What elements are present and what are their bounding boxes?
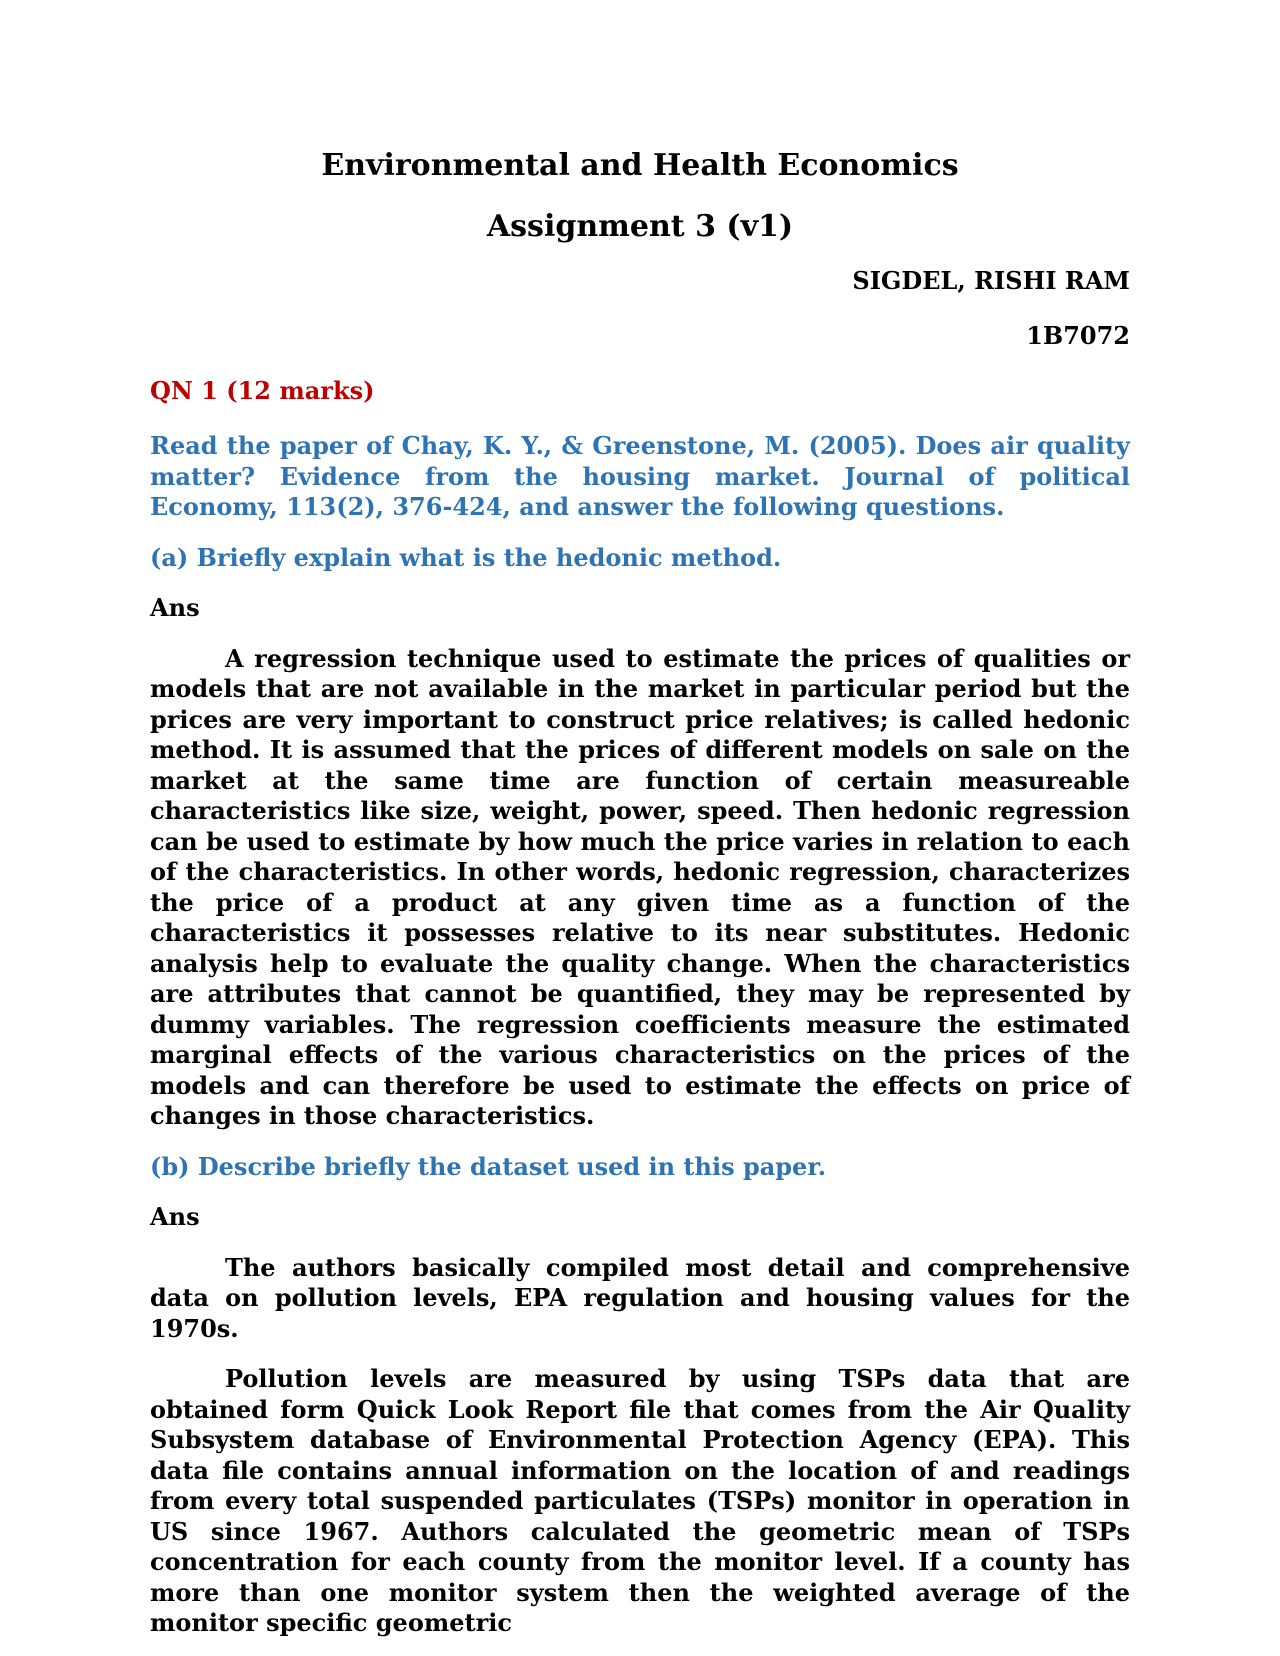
answer-part-b-paragraph-1: The authors basically compiled most detail and comprehensive data on pollution levels, EPA regulation and housing values for the 1970s.	[150, 1252, 1130, 1343]
question-heading: QN 1 (12 marks)	[150, 375, 375, 405]
question-part-a: (a) Briefly explain what is the hedonic method.	[150, 542, 782, 572]
answer-label-a: Ans	[150, 593, 200, 623]
document-title: Environmental and Health Economics	[321, 148, 959, 183]
student-id: 1B7072	[1026, 320, 1130, 350]
answer-part-a: A regression technique used to estimate the prices of qualities or models that are not available in the market in particular period but the prices are very important to construct price relatives; is called hedonic method. It is assumed that the prices of different models on sale on the market at the same time are function of certain measureable characteristics like size, weight, power, speed. Then hedonic regression can be used to estimate by how much the price varies in relation to each of the characteristics. In other words, hedonic regression, characterizes the price of a product at any given time as a function of the characteristics it possesses relative to its near substitutes. Hedonic analysis help to evaluate the quality change. When the characteristics are attributes that cannot be quantified, they may be represented by dummy variables. The regression coefficients measure the estimated marginal effects of the various characteristics on the prices of the models and can therefore be used to estimate the effects on price of changes in those characteristics.	[150, 643, 1130, 1131]
answer-label-b: Ans	[150, 1202, 200, 1232]
page-content	[150, 148, 1130, 1639]
question-part-b: (b) Describe briefly the dataset used in this paper.	[150, 1151, 827, 1181]
document-subtitle: Assignment 3 (v1)	[486, 209, 794, 244]
question-intro: Read the paper of Chay, K. Y., & Greenstone, M. (2005). Does air quality matter? Evidence from the housing market. Journal of political Economy, 113(2), 376-424, and answer the following questions.	[150, 431, 1130, 522]
author-name: SIGDEL, RISHI RAM	[852, 266, 1130, 295]
answer-part-b-paragraph-2: Pollution levels are measured by using TSPs data that are obtained form Quick Look Report file that comes from the Air Quality Subsystem database of Environmental Protection Agency (EPA). This data file contains annual information on the location of and readings from every total suspended particulates (TSPs) monitor in operation in US since 1967. Authors calculated the geometric mean of TSPs concentration for each county from the monitor level. If a county has more than one monitor system then the weighted average of the monitor specific geometric	[150, 1364, 1130, 1638]
